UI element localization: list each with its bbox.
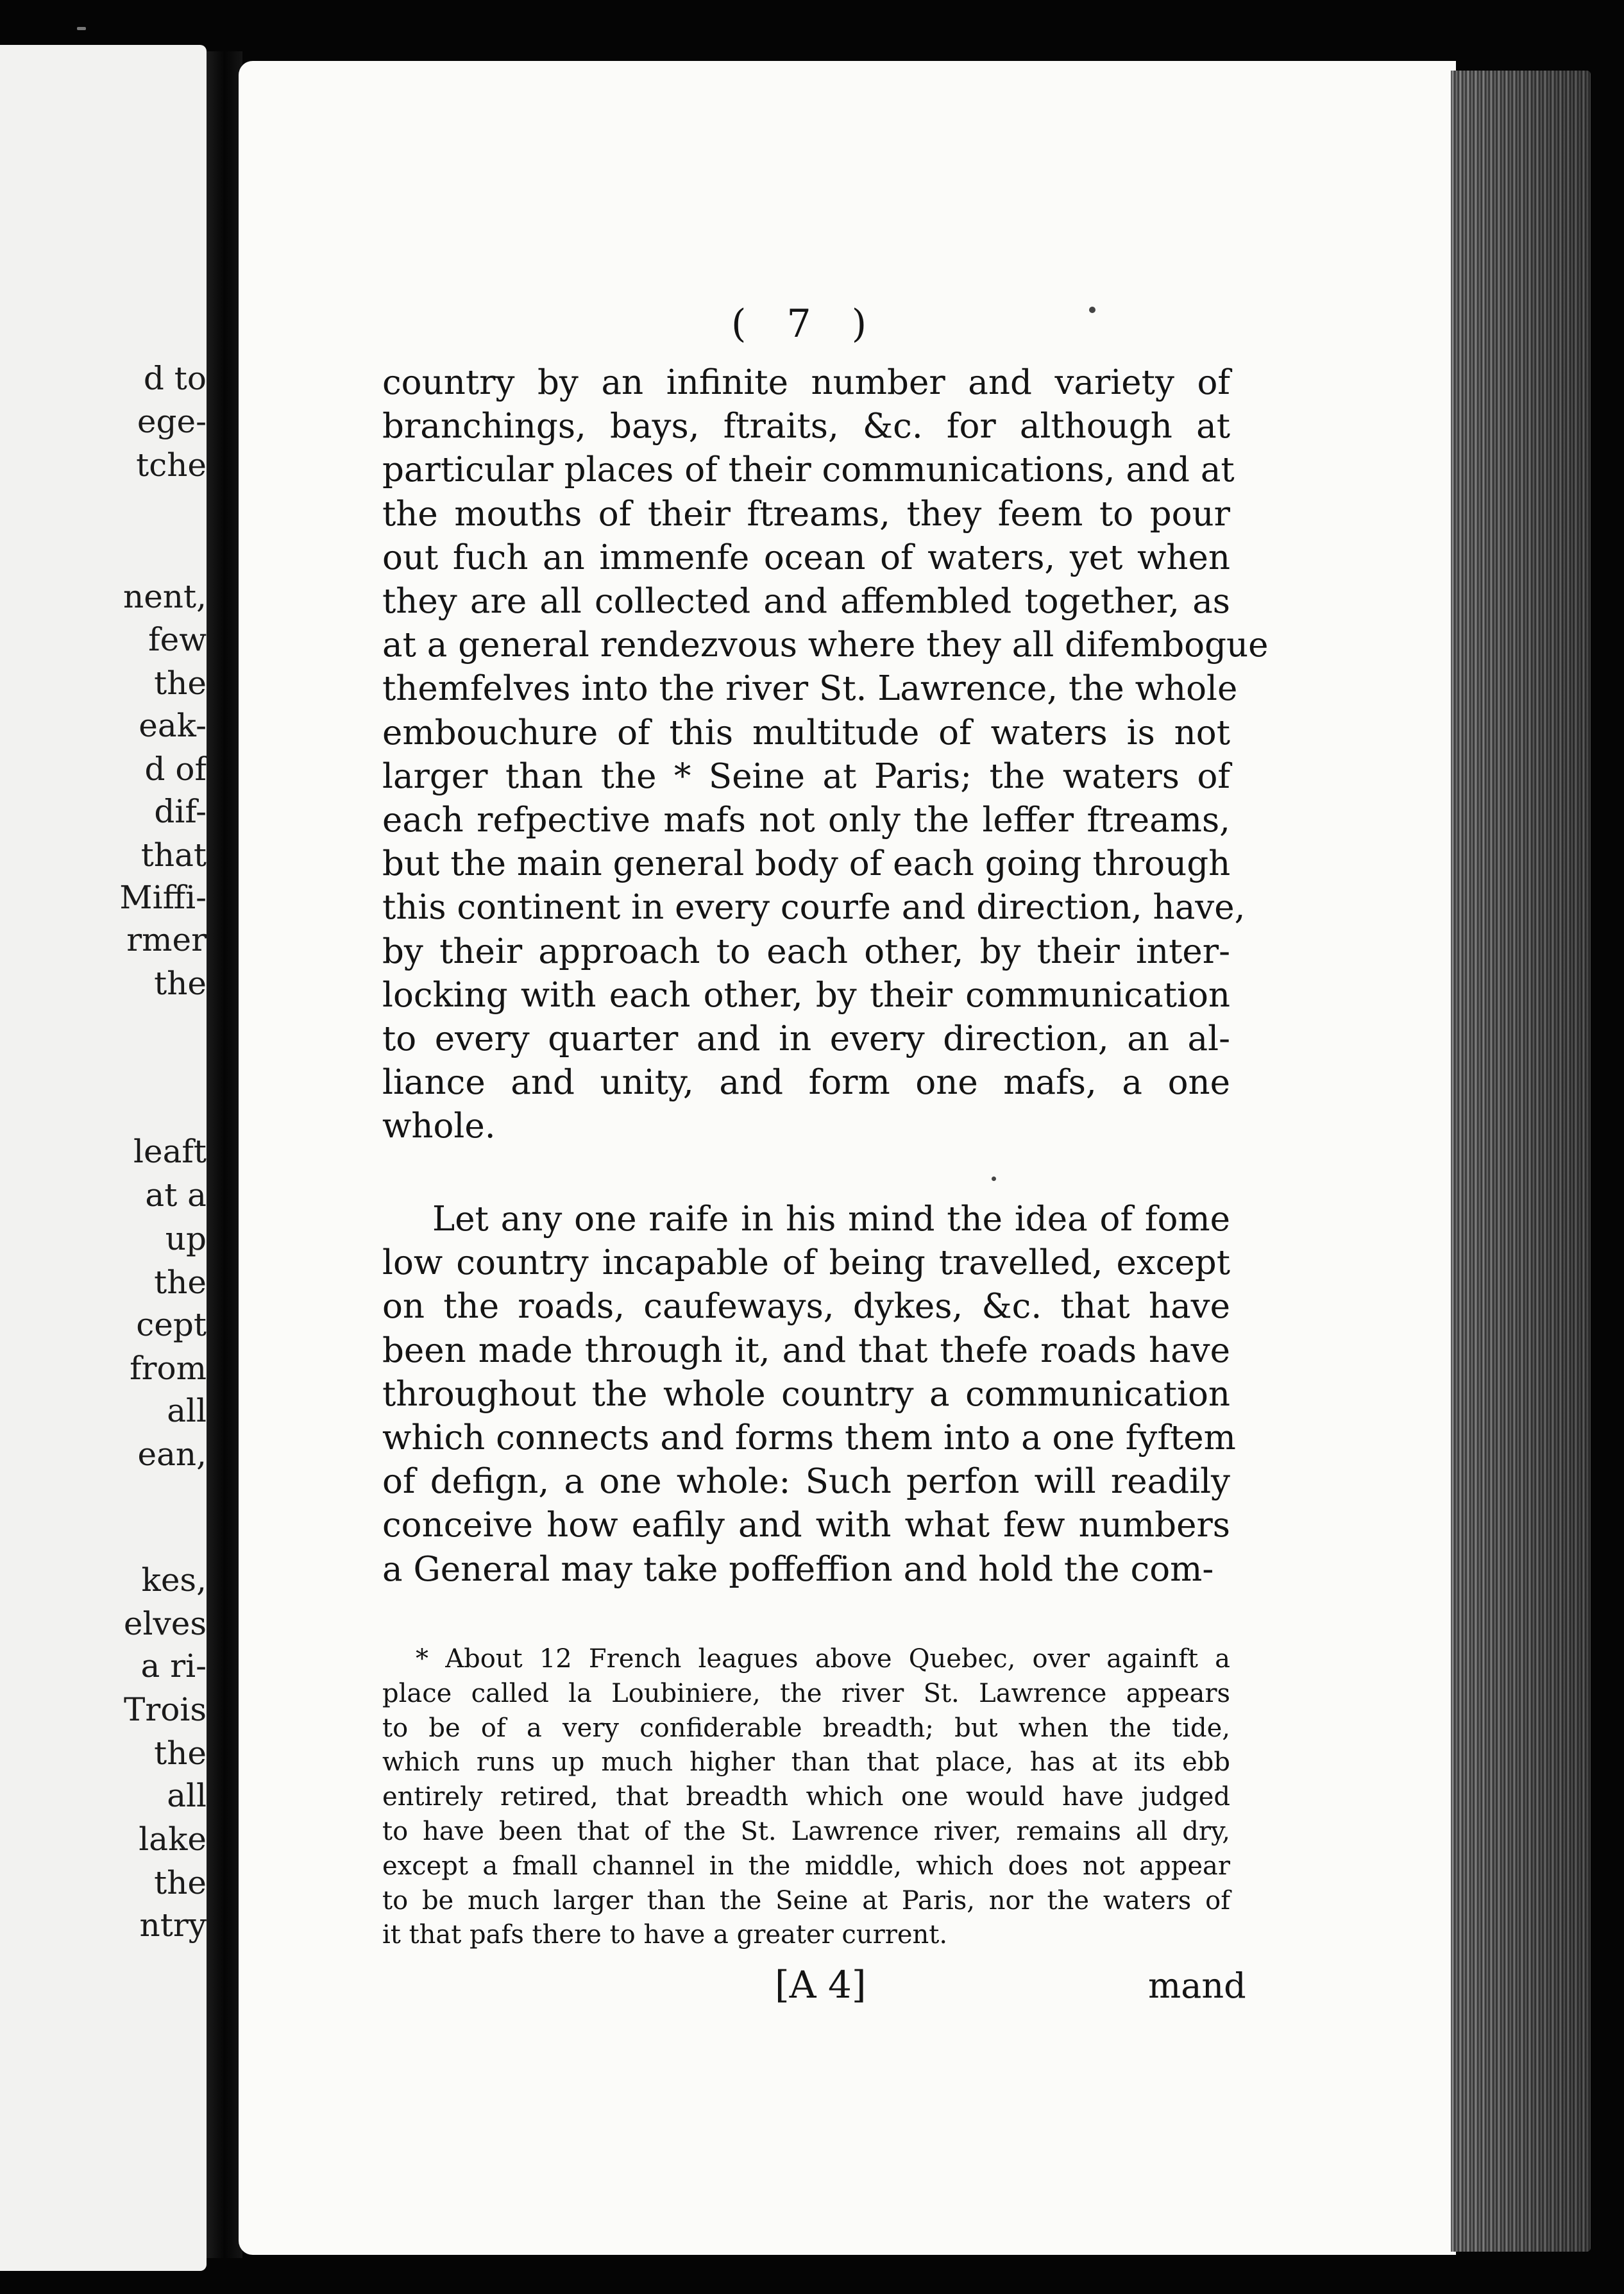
body-text-line: the mouths of their ftreams, they feem to pour — [382, 494, 1230, 534]
body-text-line: country by an infinite number and variety of — [382, 363, 1230, 402]
facing-page-fragment: at a — [145, 1177, 207, 1214]
body-text-line: out fuch an immenfe ocean of waters, yet when — [382, 538, 1230, 577]
facing-page-fragment: the — [154, 1735, 207, 1772]
facing-page-fragment: ean, — [137, 1436, 207, 1473]
printing-speck — [992, 1177, 996, 1181]
facing-page-fragment: all — [167, 1777, 207, 1814]
facing-page-fragment: ntry — [139, 1907, 207, 1944]
footnote-line: which runs up much higher than that place, has at its ebb — [382, 1747, 1230, 1778]
body-text-line: branchings, bays, ftraits, &c. for although at — [382, 407, 1230, 446]
facing-page-fragment: the — [154, 1864, 207, 1901]
body-text-line: this continent in every courfe and direction, have, — [382, 888, 1246, 928]
facing-page-fragment: from — [130, 1350, 207, 1387]
facing-page-fragment: tche — [136, 446, 207, 484]
book-gutter — [207, 51, 242, 2258]
footnote-line: to have been that of the St. Lawrence river, remains all dry, — [382, 1817, 1230, 1846]
printing-speck — [1089, 307, 1095, 313]
body-text-line: particular places of their communications, and at — [382, 450, 1235, 490]
facing-page-fragment: d of — [144, 751, 207, 788]
facing-page-fragment: lake — [139, 1821, 207, 1858]
footnote-line: it that pafs there to have a greater current. — [382, 1920, 948, 1950]
body-text-line: conceive how eafily and with what few numbers — [382, 1506, 1230, 1545]
facing-page-fragment: ege- — [137, 403, 207, 440]
footnote-line: except a fmall channel in the middle, which does not appear — [382, 1851, 1230, 1881]
facing-page-fragment: d to — [143, 360, 207, 397]
facing-page-fragment: a ri- — [140, 1647, 207, 1685]
body-text-line: they are all collected and affembled together, as — [382, 582, 1230, 621]
facing-page-fragment: nent, — [123, 578, 207, 615]
facing-page-fragment: few — [148, 621, 207, 658]
body-text-line: whole. — [382, 1107, 496, 1146]
printing-speck — [77, 27, 86, 30]
body-text-line: of defign, a one whole: Such perfon will readily — [382, 1462, 1230, 1502]
facing-page-fragment: the — [154, 965, 207, 1002]
facing-page-fragment: eak- — [139, 707, 207, 744]
footnote-line: to be of a very confiderable breadth; but when the tide, — [382, 1713, 1230, 1743]
catchword: mand — [1148, 1966, 1246, 2006]
facing-page-fragment: Miffi- — [119, 879, 207, 916]
facing-page-fragment: the — [154, 665, 207, 702]
facing-page-text-fragments — [0, 45, 207, 2271]
facing-page-left — [0, 45, 207, 2271]
body-text-line: low country incapable of being travelled, except — [382, 1243, 1230, 1283]
footnote-line: entirely retired, that breadth which one would have judged — [382, 1782, 1230, 1812]
signature-mark: [A 4] — [775, 1963, 867, 2007]
facing-page-fragment: elves — [123, 1605, 207, 1642]
facing-page-fragment: kes, — [141, 1561, 207, 1599]
body-text-line: embouchure of this multitude of waters is not — [382, 713, 1230, 752]
body-text-line: throughout the whole country a communication — [382, 1374, 1230, 1414]
body-text-line: Let any one raife in his mind the idea of fome — [432, 1200, 1230, 1239]
facing-page-fragment: all — [167, 1392, 207, 1429]
facing-page-fragment: cept — [136, 1306, 207, 1343]
facing-page-fragment: leaft — [133, 1133, 207, 1170]
facing-page-fragment: the — [154, 1264, 207, 1301]
page-number: ( 7 ) — [731, 302, 881, 346]
body-text-line: but the main general body of each going through — [382, 844, 1231, 884]
facing-page-fragment: that — [140, 837, 207, 874]
body-text-line: at a general rendezvous where they all difembogue — [382, 625, 1269, 665]
body-text-line: by their approach to each other, by their inter- — [382, 931, 1230, 971]
body-text-line: which connects and forms them into a one fyftem — [382, 1418, 1236, 1457]
facing-page-fragment: dif- — [154, 793, 207, 830]
facing-page-fragment: up — [165, 1220, 207, 1257]
body-text-line: to every quarter and in every direction, an al- — [382, 1019, 1230, 1058]
body-text-line: each refpective mafs not only the leffer ftreams, — [382, 801, 1230, 840]
body-text-line: larger than the * Seine at Paris; the waters of — [382, 756, 1230, 796]
body-text-line: locking with each other, by their communication — [382, 975, 1230, 1015]
page-edge-shading — [1451, 71, 1591, 2252]
body-text-line: on the roads, caufeways, dykes, &c. that have — [382, 1287, 1230, 1327]
footnote-line: to be much larger than the Seine at Paris, nor the waters of — [382, 1885, 1230, 1916]
body-text-line: been made through it, and that thefe roads have — [382, 1330, 1230, 1370]
body-text-line: themfelves into the river St. Lawrence, the whole — [382, 669, 1238, 709]
footnote-line: place called la Loubiniere, the river St. Lawrence appears — [382, 1678, 1230, 1708]
body-text-line: a General may take poffeffion and hold the com- — [382, 1549, 1214, 1589]
footnote-line: * About 12 French leagues above Quebec, over againft a — [416, 1644, 1230, 1674]
body-text-line: liance and unity, and form one mafs, a one — [382, 1063, 1230, 1103]
facing-page-fragment: rmer — [126, 921, 207, 958]
facing-page-fragment: Trois — [123, 1691, 207, 1728]
